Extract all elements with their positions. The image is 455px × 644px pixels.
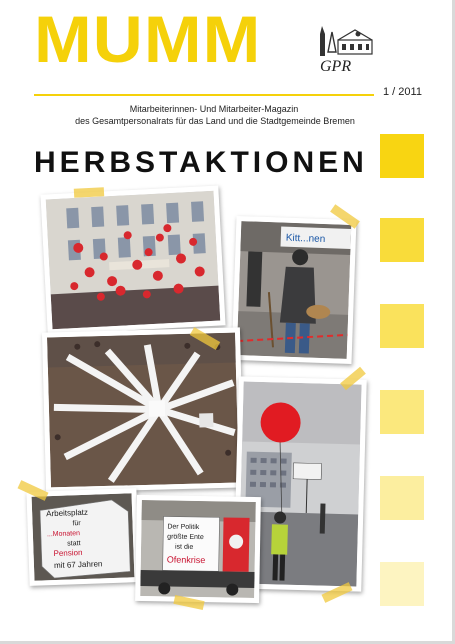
poster2-line-1: Der Politik: [167, 523, 200, 532]
masthead-title: MUMM: [34, 2, 262, 76]
poster2-line-4: Ofenkrise: [166, 554, 206, 566]
banner-text: Kitt...nen: [285, 232, 326, 246]
gpr-logo-text: GPR: [320, 58, 352, 75]
headline: HERBSTAKTIONEN: [34, 146, 368, 179]
deco-square: [380, 134, 424, 178]
photo-woman-basket: [232, 216, 357, 364]
poster1-line-5: Pension: [53, 548, 83, 559]
poster2-line-2: größte Ente: [167, 533, 204, 542]
deco-square: [380, 304, 424, 348]
photo-pension-poster: [26, 488, 139, 586]
photo-balloons-square: [40, 185, 225, 334]
deco-square: [380, 562, 424, 606]
deco-square: [380, 390, 424, 434]
poster1-line-1: Arbeitsplatz: [46, 507, 89, 519]
poster1-line-6: mit 67 Jahren: [53, 559, 103, 571]
photo-paper-star: [42, 327, 244, 492]
photo-van-poster: [135, 495, 261, 603]
poster1-line-2: für: [72, 520, 81, 528]
deco-square: [380, 218, 424, 262]
poster1-line-3: ...Monaten: [46, 530, 81, 539]
poster1-line-4: statt: [67, 540, 81, 548]
subtitle-line-2: des Gesamtpersonalrats für das Land und die Stadtgemeinde Bremen: [75, 116, 355, 126]
subtitle-line-1: Mitarbeiterinnen- Und Mitarbeiter-Magazin: [129, 104, 299, 114]
tape-strip: [74, 187, 104, 198]
issue-number: 1 / 2011: [383, 86, 422, 98]
poster2-line-3: ist die: [174, 543, 194, 551]
deco-square: [380, 476, 424, 520]
masthead-rule: [34, 94, 374, 96]
